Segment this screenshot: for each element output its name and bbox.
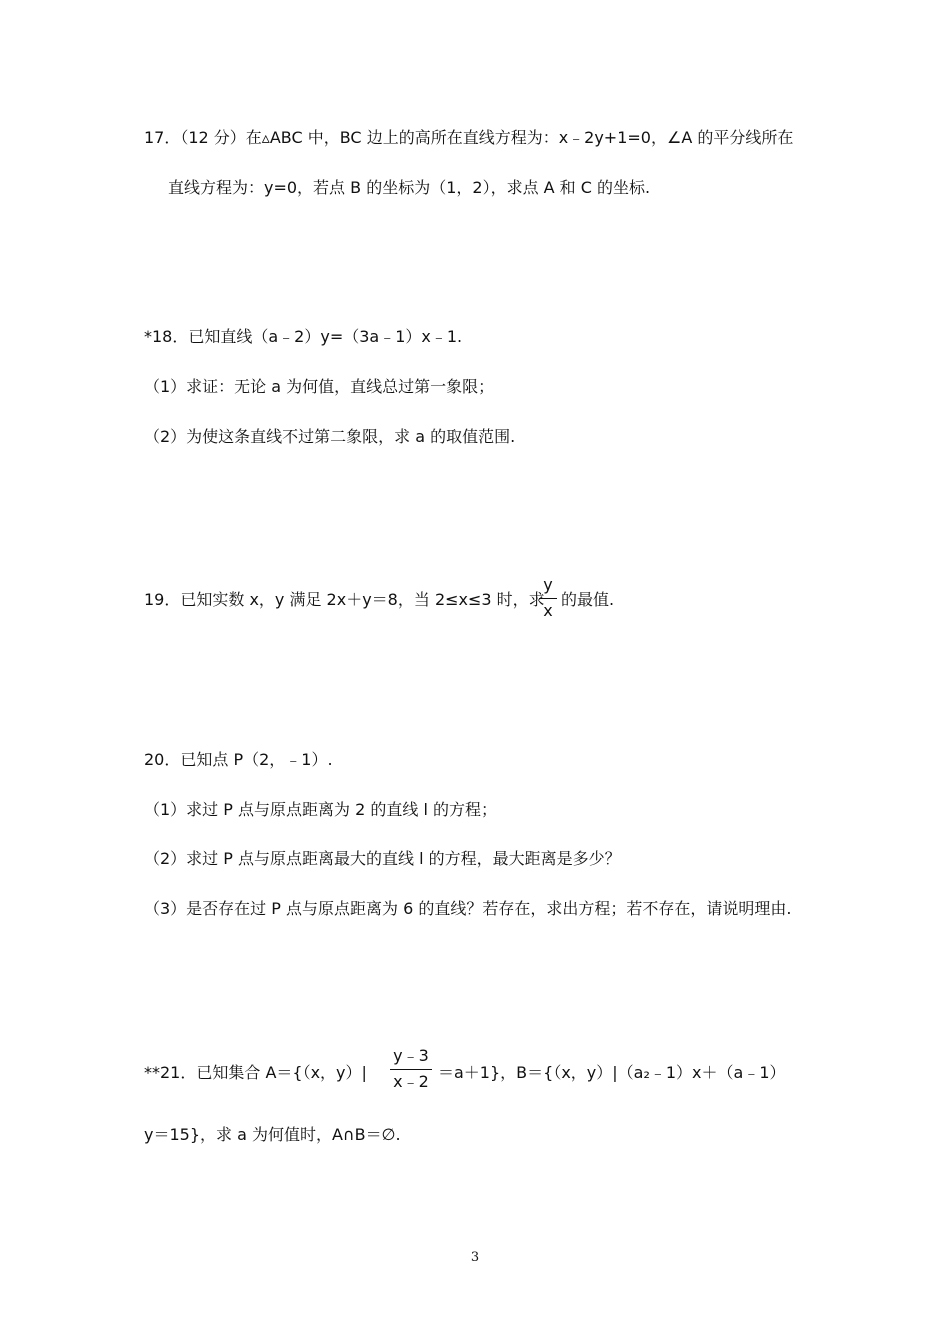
fraction-bar: [539, 598, 557, 599]
fraction-denominator: x: [543, 601, 553, 620]
page-number: 3: [470, 1250, 480, 1265]
problem-21-text: **21．已知集合 A＝{（x，y）|: [144, 1063, 367, 1082]
problem-18-part-2: （2）为使这条直线不过第二象限，求 a 的取值范围.: [144, 427, 516, 446]
problem-18-stem: *18．已知直线（a﹣2）y=（3a﹣1）x﹣1.: [144, 327, 463, 346]
problem-19-tail: 的最值.: [561, 590, 615, 609]
problem-19-text: 19．已知实数 x，y 满足 2x＋y＝8，当 2≤x≤3 时，求: [144, 590, 545, 609]
problem-20-part-3: （3）是否存在过 P 点与原点距离为 6 的直线？若存在，求出方程；若不存在，请说明理由.: [144, 899, 792, 918]
problem-20-stem: 20．已知点 P（2，﹣1）.: [144, 750, 333, 769]
problem-19-fraction: [539, 575, 557, 621]
problem-21-fraction: [390, 1046, 432, 1092]
problem-18-part-1: （1）求证：无论 a 为何值，直线总过第一象限；: [144, 377, 495, 396]
fraction-bar: [390, 1069, 432, 1070]
problem-21-tail: ＝a＋1}，B＝{（x，y）|（a₂﹣1）x＋（a﹣1）: [438, 1063, 786, 1082]
fraction-numerator: y﹣3: [393, 1046, 429, 1065]
fraction-numerator: y: [543, 575, 553, 594]
problem-17-line-1: 17．（12 分）在▵ABC 中，BC 边上的高所在直线方程为：x﹣2y+1=0，∠A 的平分线所在: [144, 128, 794, 147]
fraction-denominator: x﹣2: [393, 1072, 429, 1091]
problem-17-line-2: 直线方程为：y=0，若点 B 的坐标为（1，2），求点 A 和 C 的坐标.: [168, 178, 651, 197]
problem-21-line-2: y＝15}，求 a 为何值时，A∩B＝∅.: [144, 1125, 401, 1144]
problem-20-part-1: （1）求过 P 点与原点距离为 2 的直线 l 的方程；: [144, 800, 497, 819]
problem-20-part-2: （2）求过 P 点与原点距离最大的直线 l 的方程，最大距离是多少？: [144, 849, 621, 868]
